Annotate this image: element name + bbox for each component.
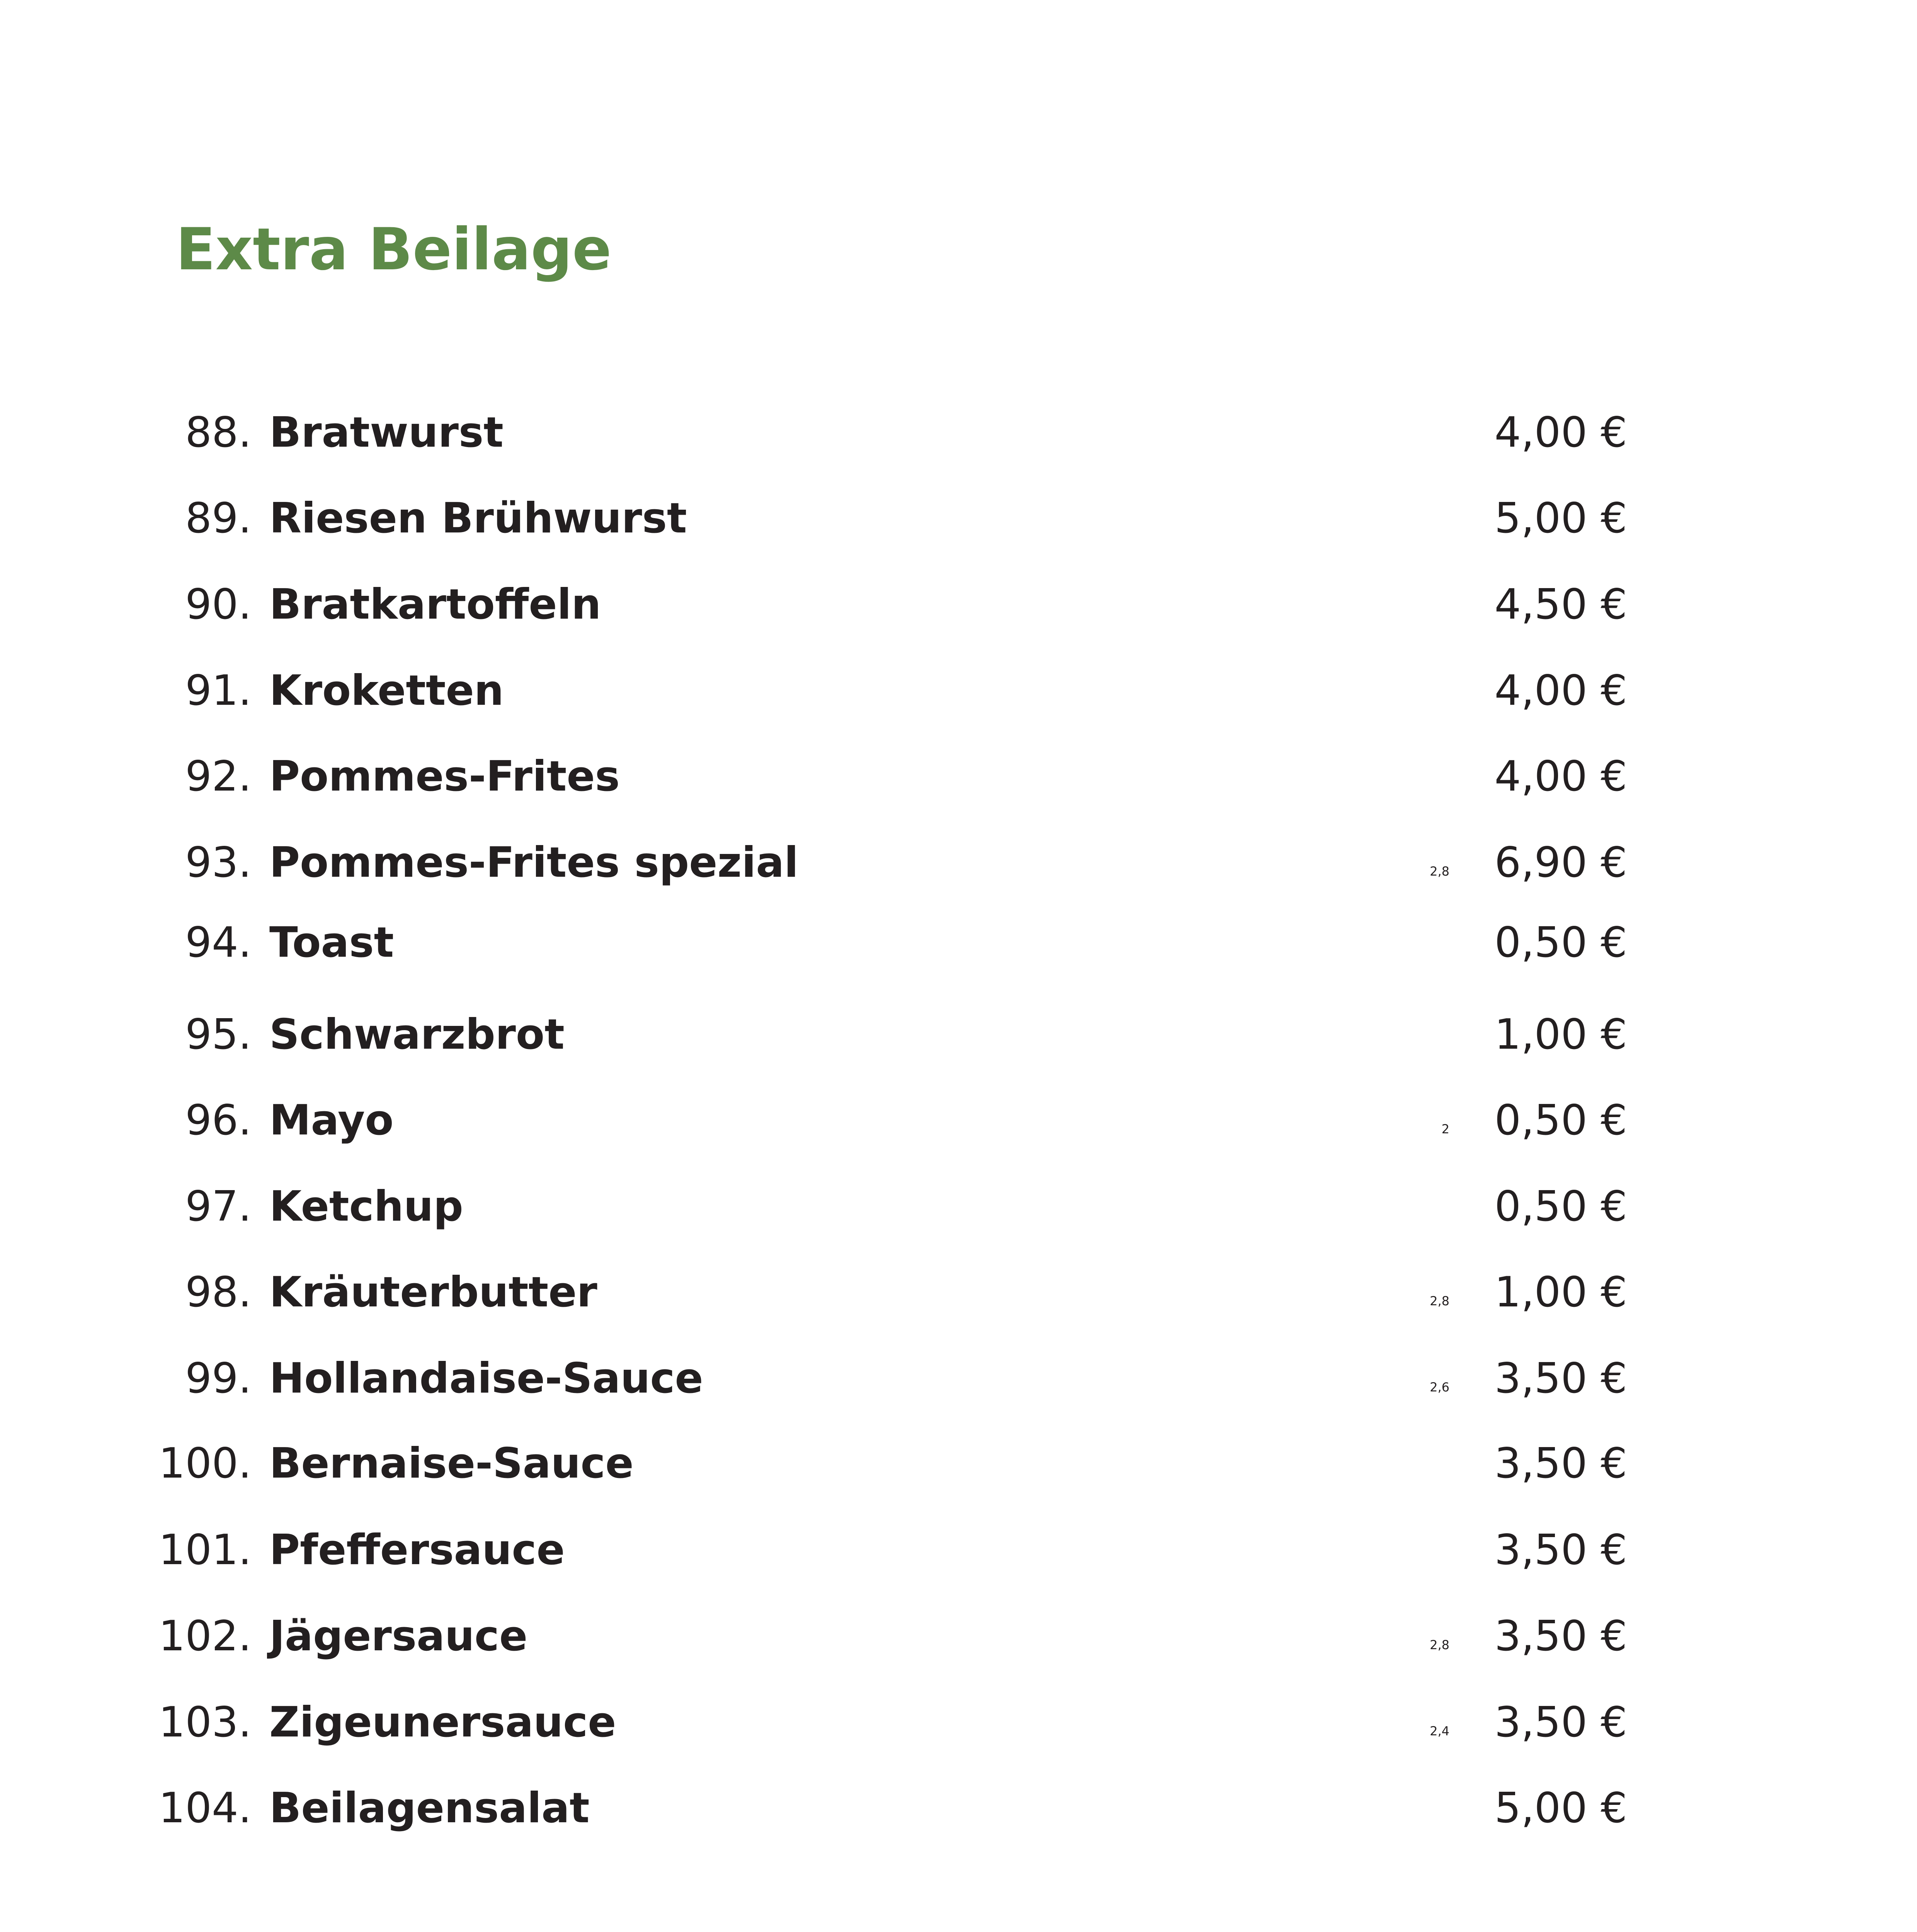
- item-number: 92.: [185, 752, 252, 801]
- menu-item: [0, 1519, 1917, 1581]
- item-price: 4,00 €: [1494, 752, 1627, 801]
- menu-item: [0, 1090, 1917, 1151]
- item-number: 88.: [185, 408, 252, 457]
- menu-item: [0, 1692, 1917, 1753]
- item-name: Pommes-Frites: [269, 752, 620, 801]
- item-number: 95.: [185, 1010, 252, 1059]
- item-number: 98.: [185, 1268, 252, 1316]
- item-number: 93.: [185, 838, 252, 887]
- item-number: 96.: [185, 1096, 252, 1145]
- item-price: 6,90 €: [1494, 838, 1627, 887]
- item-price: 5,00 €: [1494, 1784, 1627, 1832]
- item-price: 1,00 €: [1494, 1010, 1627, 1059]
- item-number: 90.: [185, 580, 252, 629]
- item-price: 4,00 €: [1494, 408, 1627, 457]
- menu-item: [0, 1348, 1917, 1410]
- menu-item: [0, 488, 1917, 549]
- item-number: 101.: [158, 1526, 252, 1574]
- item-number: 89.: [185, 494, 252, 543]
- item-number: 94.: [185, 918, 252, 967]
- menu-item: [0, 1433, 1917, 1495]
- menu-item: [0, 1777, 1917, 1839]
- item-allergens: 2,8: [1430, 1294, 1449, 1308]
- menu-item: [0, 660, 1917, 722]
- item-price: 4,00 €: [1494, 667, 1627, 715]
- menu-item: [0, 1262, 1917, 1323]
- item-price: 3,50 €: [1494, 1354, 1627, 1403]
- menu-item: [0, 832, 1917, 894]
- item-name: Riesen Brühwurst: [269, 494, 687, 543]
- menu-item: [0, 1004, 1917, 1066]
- item-name: Bernaise-Sauce: [269, 1439, 634, 1488]
- item-name: Bratkartoffeln: [269, 580, 601, 629]
- item-name: Kräuterbutter: [269, 1268, 597, 1316]
- item-allergens: 2,4: [1430, 1724, 1449, 1738]
- item-number: 100.: [158, 1439, 252, 1488]
- item-number: 97.: [185, 1182, 252, 1231]
- item-name: Pommes-Frites spezial: [269, 838, 799, 887]
- item-name: Beilagensalat: [269, 1784, 590, 1832]
- item-name: Kroketten: [269, 667, 504, 715]
- item-name: Toast: [269, 918, 394, 967]
- item-price: 3,50 €: [1494, 1526, 1627, 1574]
- item-name: Hollandaise-Sauce: [269, 1354, 703, 1403]
- item-name: Jägersauce: [269, 1612, 528, 1660]
- item-price: 1,00 €: [1494, 1268, 1627, 1316]
- menu-item: [0, 746, 1917, 808]
- item-price: 3,50 €: [1494, 1698, 1627, 1747]
- menu-item: [0, 1605, 1917, 1667]
- item-name: Pfeffersauce: [269, 1526, 565, 1574]
- item-allergens: 2,8: [1430, 864, 1449, 879]
- item-name: Ketchup: [269, 1182, 463, 1231]
- item-price: 3,50 €: [1494, 1439, 1627, 1488]
- item-number: 103.: [158, 1698, 252, 1747]
- menu-item: [0, 574, 1917, 636]
- item-name: Zigeunersauce: [269, 1698, 616, 1747]
- section-title: Extra Beilage: [176, 216, 612, 283]
- item-number: 99.: [185, 1354, 252, 1403]
- item-number: 104.: [158, 1784, 252, 1832]
- item-price: 3,50 €: [1494, 1612, 1627, 1660]
- menu-item: [0, 402, 1917, 464]
- item-allergens: 2: [1441, 1122, 1449, 1136]
- item-number: 102.: [158, 1612, 252, 1660]
- item-name: Bratwurst: [269, 408, 503, 457]
- item-price: 0,50 €: [1494, 918, 1627, 967]
- item-allergens: 2,8: [1430, 1638, 1449, 1652]
- item-price: 0,50 €: [1494, 1096, 1627, 1145]
- item-allergens: 2,6: [1430, 1380, 1449, 1395]
- item-price: 4,50 €: [1494, 580, 1627, 629]
- item-name: Schwarzbrot: [269, 1010, 565, 1059]
- item-price: 0,50 €: [1494, 1182, 1627, 1231]
- menu-item: [0, 1176, 1917, 1238]
- item-number: 91.: [185, 667, 252, 715]
- menu-item: [0, 912, 1917, 974]
- item-name: Mayo: [269, 1096, 394, 1145]
- item-price: 5,00 €: [1494, 494, 1627, 543]
